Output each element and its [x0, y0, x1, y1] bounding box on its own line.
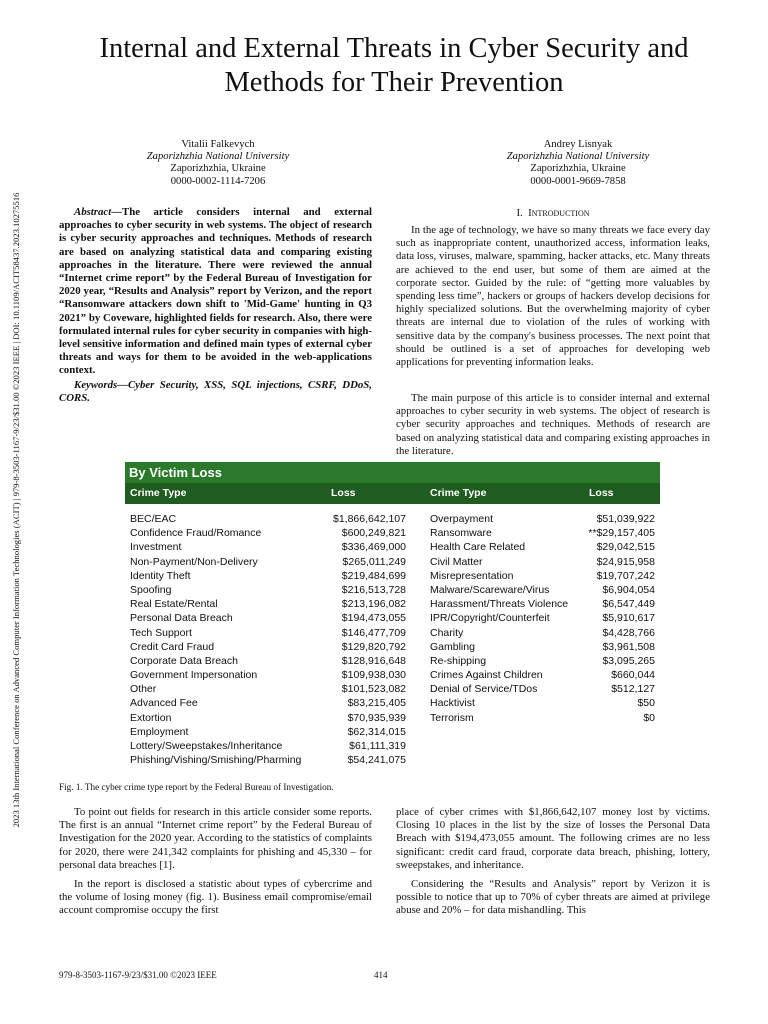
table-row — [430, 626, 655, 640]
loss-cell: $216,513,728 — [341, 583, 406, 596]
crime-type-cell: Ransomware — [430, 527, 492, 540]
intro-paragraph-1: In the age of technology, we have so many threats we face every day such as inappropriate content, unauthorized access, information leaks, data loss, viruses, malware, spamming, hacker attacks, etc. Many threats are achieved to the end user, but some of them are aimed at the corporate sector. Guided by the rule: of “getting more valuables by spending less time”, hackers or groups of hackers develop decisions for highly specialized solutions. But the overwhelming majority of cyber threats are internal due to violation of the rules of working with sensitive data by the company's business processes. The next point that should be outlined is a set of approaches for developing web applications for preventing information leaks. — [396, 224, 710, 369]
table-row — [130, 725, 406, 739]
loss-cell: $128,916,648 — [341, 654, 406, 667]
crime-type-cell: Phishing/Vishing/Smishing/Pharming — [130, 754, 302, 767]
crime-type-cell: Spoofing — [130, 583, 172, 596]
crime-type-cell: Credit Card Fraud — [130, 640, 215, 653]
crime-type-cell: Terrorism — [430, 711, 474, 724]
header-loss-2: Loss — [589, 487, 614, 499]
table-row — [130, 654, 406, 668]
loss-cell: $194,473,055 — [341, 612, 406, 625]
crime-type-cell: Overpayment — [430, 513, 494, 525]
crime-type-cell: BEC/EAC — [130, 513, 177, 525]
body-right — [396, 806, 710, 918]
table-row — [430, 555, 655, 569]
body-left-paragraph-2: In the report is disclosed a statistic about types of cybercrime and the volume of losing money (fig. 1). Business email compromise/email account compromise occupy the first — [59, 878, 372, 917]
crime-type-cell: Re-shipping — [430, 654, 487, 667]
crime-type-cell: Corporate Data Breach — [130, 654, 238, 667]
loss-cell: $146,477,709 — [341, 626, 406, 639]
table-row — [130, 526, 406, 540]
loss-cell: $61,111,319 — [349, 740, 406, 752]
figure-body — [125, 504, 660, 772]
table-row — [130, 626, 406, 640]
crime-type-cell: Extortion — [130, 711, 172, 724]
crime-type-cell: Lottery/Sweepstakes/Inheritance — [130, 740, 283, 752]
title-line-1: Internal and External Threats in Cyber Security and — [99, 33, 689, 64]
crime-type-cell: Personal Data Breach — [130, 612, 233, 625]
crime-type-cell: Health Care Related — [430, 541, 526, 554]
table-row — [430, 654, 655, 668]
loss-cell: $50 — [637, 697, 655, 710]
title-line-2: Methods for Their Prevention — [224, 67, 564, 98]
figure-right-column — [430, 512, 655, 725]
loss-cell: $512,127 — [611, 683, 655, 696]
crime-type-cell: Tech Support — [130, 626, 192, 639]
crime-type-cell: Investment — [130, 541, 182, 554]
crime-type-cell: Denial of Service/TDos — [430, 683, 538, 696]
table-row — [430, 668, 655, 682]
crime-type-cell: Confidence Fraud/Romance — [130, 527, 262, 540]
crime-type-cell: Non-Payment/Non-Delivery — [130, 555, 258, 568]
header-crime-type-2: Crime Type — [430, 487, 487, 499]
figure-caption: Fig. 1. The cyber crime type report by the Federal Bureau of Investigation. — [59, 782, 334, 792]
crime-type-cell: Crimes Against Children — [430, 669, 543, 682]
table-row — [430, 512, 655, 526]
author-name: Vitalii Falkevych — [181, 139, 255, 150]
loss-cell: $1,866,642,107 — [333, 513, 406, 525]
table-row — [430, 682, 655, 696]
author-location: Zaporizhzhia, Ukraine — [170, 163, 266, 175]
loss-cell: $3,961,508 — [602, 640, 655, 653]
loss-cell: $3,095,265 — [602, 654, 655, 667]
crime-type-cell: Misrepresentation — [430, 569, 514, 582]
keywords — [59, 379, 372, 405]
section-number: I. — [516, 207, 523, 219]
author-name: Andrey Lisnyak — [543, 139, 613, 150]
header-loss-1: Loss — [331, 487, 356, 499]
author-affiliation: Zaporizhzhia National University — [146, 151, 290, 163]
body-left — [59, 806, 372, 918]
loss-cell: $24,915,958 — [596, 555, 655, 568]
loss-cell: $660,044 — [611, 669, 655, 682]
crime-type-cell: IPR/Copyright/Counterfeit — [430, 612, 550, 625]
body-right-paragraph-1: place of cyber crimes with $1,866,642,107 money lost by victims. Closing 10 places in the list by the size of losses the Personal Data Breach with $194,473,055 amount. The following crimes are no less significant: credit card fraud, corporate data breach, phishing, lottery, sweepstakes, and inheritance. — [396, 806, 710, 871]
table-row — [130, 512, 406, 526]
body-left-paragraph-1: To point out fields for research in this article consider some reports. The first is an annual “Internet crime report” by the Federal Bureau of Investigation for the 2020 year. According to the statistics of complaints for 2020, there were 241,342 complaints for phishing and 45,330 – for personal data breaches [1]. — [59, 806, 372, 871]
table-row — [130, 640, 406, 654]
crime-type-cell: Advanced Fee — [130, 697, 198, 710]
table-row — [430, 597, 655, 611]
table-row — [130, 540, 406, 554]
table-row — [430, 540, 655, 554]
loss-cell: $6,547,449 — [602, 598, 655, 611]
loss-cell: **$29,157,405 — [588, 527, 655, 540]
crime-type-cell: Civil Matter — [430, 555, 483, 568]
table-row — [130, 569, 406, 583]
loss-cell: $265,011,249 — [342, 555, 406, 568]
table-row — [130, 668, 406, 682]
table-row — [430, 526, 655, 540]
table-row — [130, 711, 406, 725]
loss-cell: $54,241,075 — [347, 754, 406, 767]
author-block-1 — [88, 139, 348, 188]
crime-type-cell: Real Estate/Rental — [130, 598, 218, 611]
crime-type-cell: Other — [130, 683, 157, 696]
crime-type-cell: Charity — [430, 626, 464, 639]
table-row — [130, 696, 406, 710]
crime-type-cell: Government Impersonation — [130, 669, 258, 682]
table-row — [130, 597, 406, 611]
loss-cell: $29,042,515 — [596, 541, 655, 554]
table-row — [130, 682, 406, 696]
loss-cell: $4,428,766 — [602, 626, 655, 639]
table-row — [430, 611, 655, 625]
crime-type-cell: Identity Theft — [130, 569, 191, 582]
crime-type-cell: Malware/Scareware/Virus — [430, 583, 550, 596]
author-location: Zaporizhzhia, Ukraine — [530, 163, 626, 175]
header-crime-type-1: Crime Type — [130, 487, 187, 499]
figure-header-row — [125, 483, 660, 504]
figure-victim-loss-table — [125, 462, 660, 772]
figure-left-column — [130, 512, 406, 767]
table-row — [130, 555, 406, 569]
table-row — [130, 611, 406, 625]
loss-cell: $336,469,000 — [341, 541, 406, 554]
loss-cell: $101,523,082 — [341, 683, 406, 696]
loss-cell: $0 — [643, 711, 655, 724]
figure-title: By Victim Loss — [125, 462, 660, 483]
body-right-paragraph-2: Considering the “Results and Analysis” report by Verizon it is possible to notice that up to 70% of cyber threats are aimed at privilege abuse and 20% – for data mishandling. This — [396, 878, 710, 917]
crime-type-cell: Gambling — [430, 640, 475, 653]
author-orcid: 0000-0002-1114-7206 — [170, 175, 266, 187]
table-row — [130, 739, 406, 753]
table-row — [130, 583, 406, 597]
loss-cell: $19,707,242 — [596, 569, 655, 582]
abstract-text: The article considers internal and external approaches to cyber security in web systems. The object of research is cyber security approaches and techniques. Methods of research are based on analyzing statistical data and comparing existing approaches in the literature. There were reviewed the annual “Internet crime report” by the Federal Bureau of Investigation for 2020 year, “Results and Analysis” report by Verizon, and the report “Ransomware attackers down shift to 'Mid-Game' hunting in Q3 2021” by Coveware, highlighted fields for research. Also, there were formulated internal rules for cyber security in companies with high-level sensitive information and defined main types of external cyber threats and ways for them to be avoided in the web-applications context. — [59, 206, 372, 377]
abstract — [59, 206, 372, 378]
loss-cell: $5,910,617 — [602, 612, 655, 625]
loss-cell: $6,904,054 — [602, 583, 655, 596]
loss-cell: $129,820,792 — [341, 640, 406, 653]
crime-type-cell: Harassment/Threats Violence — [430, 598, 569, 611]
keywords-text: Keywords—Cyber Security, XSS, SQL injections, CSRF, DDoS, CORS. — [59, 379, 372, 405]
loss-cell: $213,196,082 — [341, 598, 406, 611]
intro-paragraph-2: The main purpose of this article is to consider internal and external approaches to cyber security in web systems. The object of research is cyber security approaches and techniques. Methods of research are based on analyzing statistical data and comparing existing approaches in the literature. — [396, 392, 710, 457]
table-row — [430, 711, 655, 725]
loss-cell: $70,935,939 — [347, 711, 406, 724]
table-row — [130, 753, 406, 767]
abstract-label: Abstract— — [74, 206, 122, 218]
section-title: Introduction — [528, 207, 590, 219]
loss-cell: $219,484,699 — [341, 569, 406, 582]
sidebar-text: 2023 13th International Conference on Advanced Computer Information Technologies (ACIT) | 979-8-3503-1167-9/23/$31.00 ©2023 IEEE | DOI: 10.1109/ACIT58437.2023.10275516 — [11, 192, 21, 828]
crime-type-cell: Employment — [130, 725, 189, 738]
section-heading-introduction — [396, 207, 710, 219]
author-orcid: 0000-0001-9669-7858 — [530, 175, 626, 187]
paper-title — [40, 32, 748, 100]
table-row — [430, 583, 655, 597]
author-affiliation: Zaporizhzhia National University — [506, 151, 650, 163]
loss-cell: $83,215,405 — [347, 697, 406, 710]
table-row — [430, 696, 655, 710]
table-row — [430, 640, 655, 654]
footer-copyright: 979-8-3503-1167-9/23/$31.00 ©2023 IEEE — [59, 970, 217, 980]
author-block-2 — [448, 139, 708, 188]
loss-cell: $600,249,821 — [341, 527, 406, 540]
conference-sidebar — [8, 150, 24, 870]
loss-cell: $109,938,030 — [341, 669, 406, 682]
table-row — [430, 569, 655, 583]
crime-type-cell: Hacktivist — [430, 697, 475, 710]
page-number: 414 — [374, 970, 388, 980]
loss-cell: $62,314,015 — [347, 725, 406, 738]
loss-cell: $51,039,922 — [596, 513, 655, 525]
